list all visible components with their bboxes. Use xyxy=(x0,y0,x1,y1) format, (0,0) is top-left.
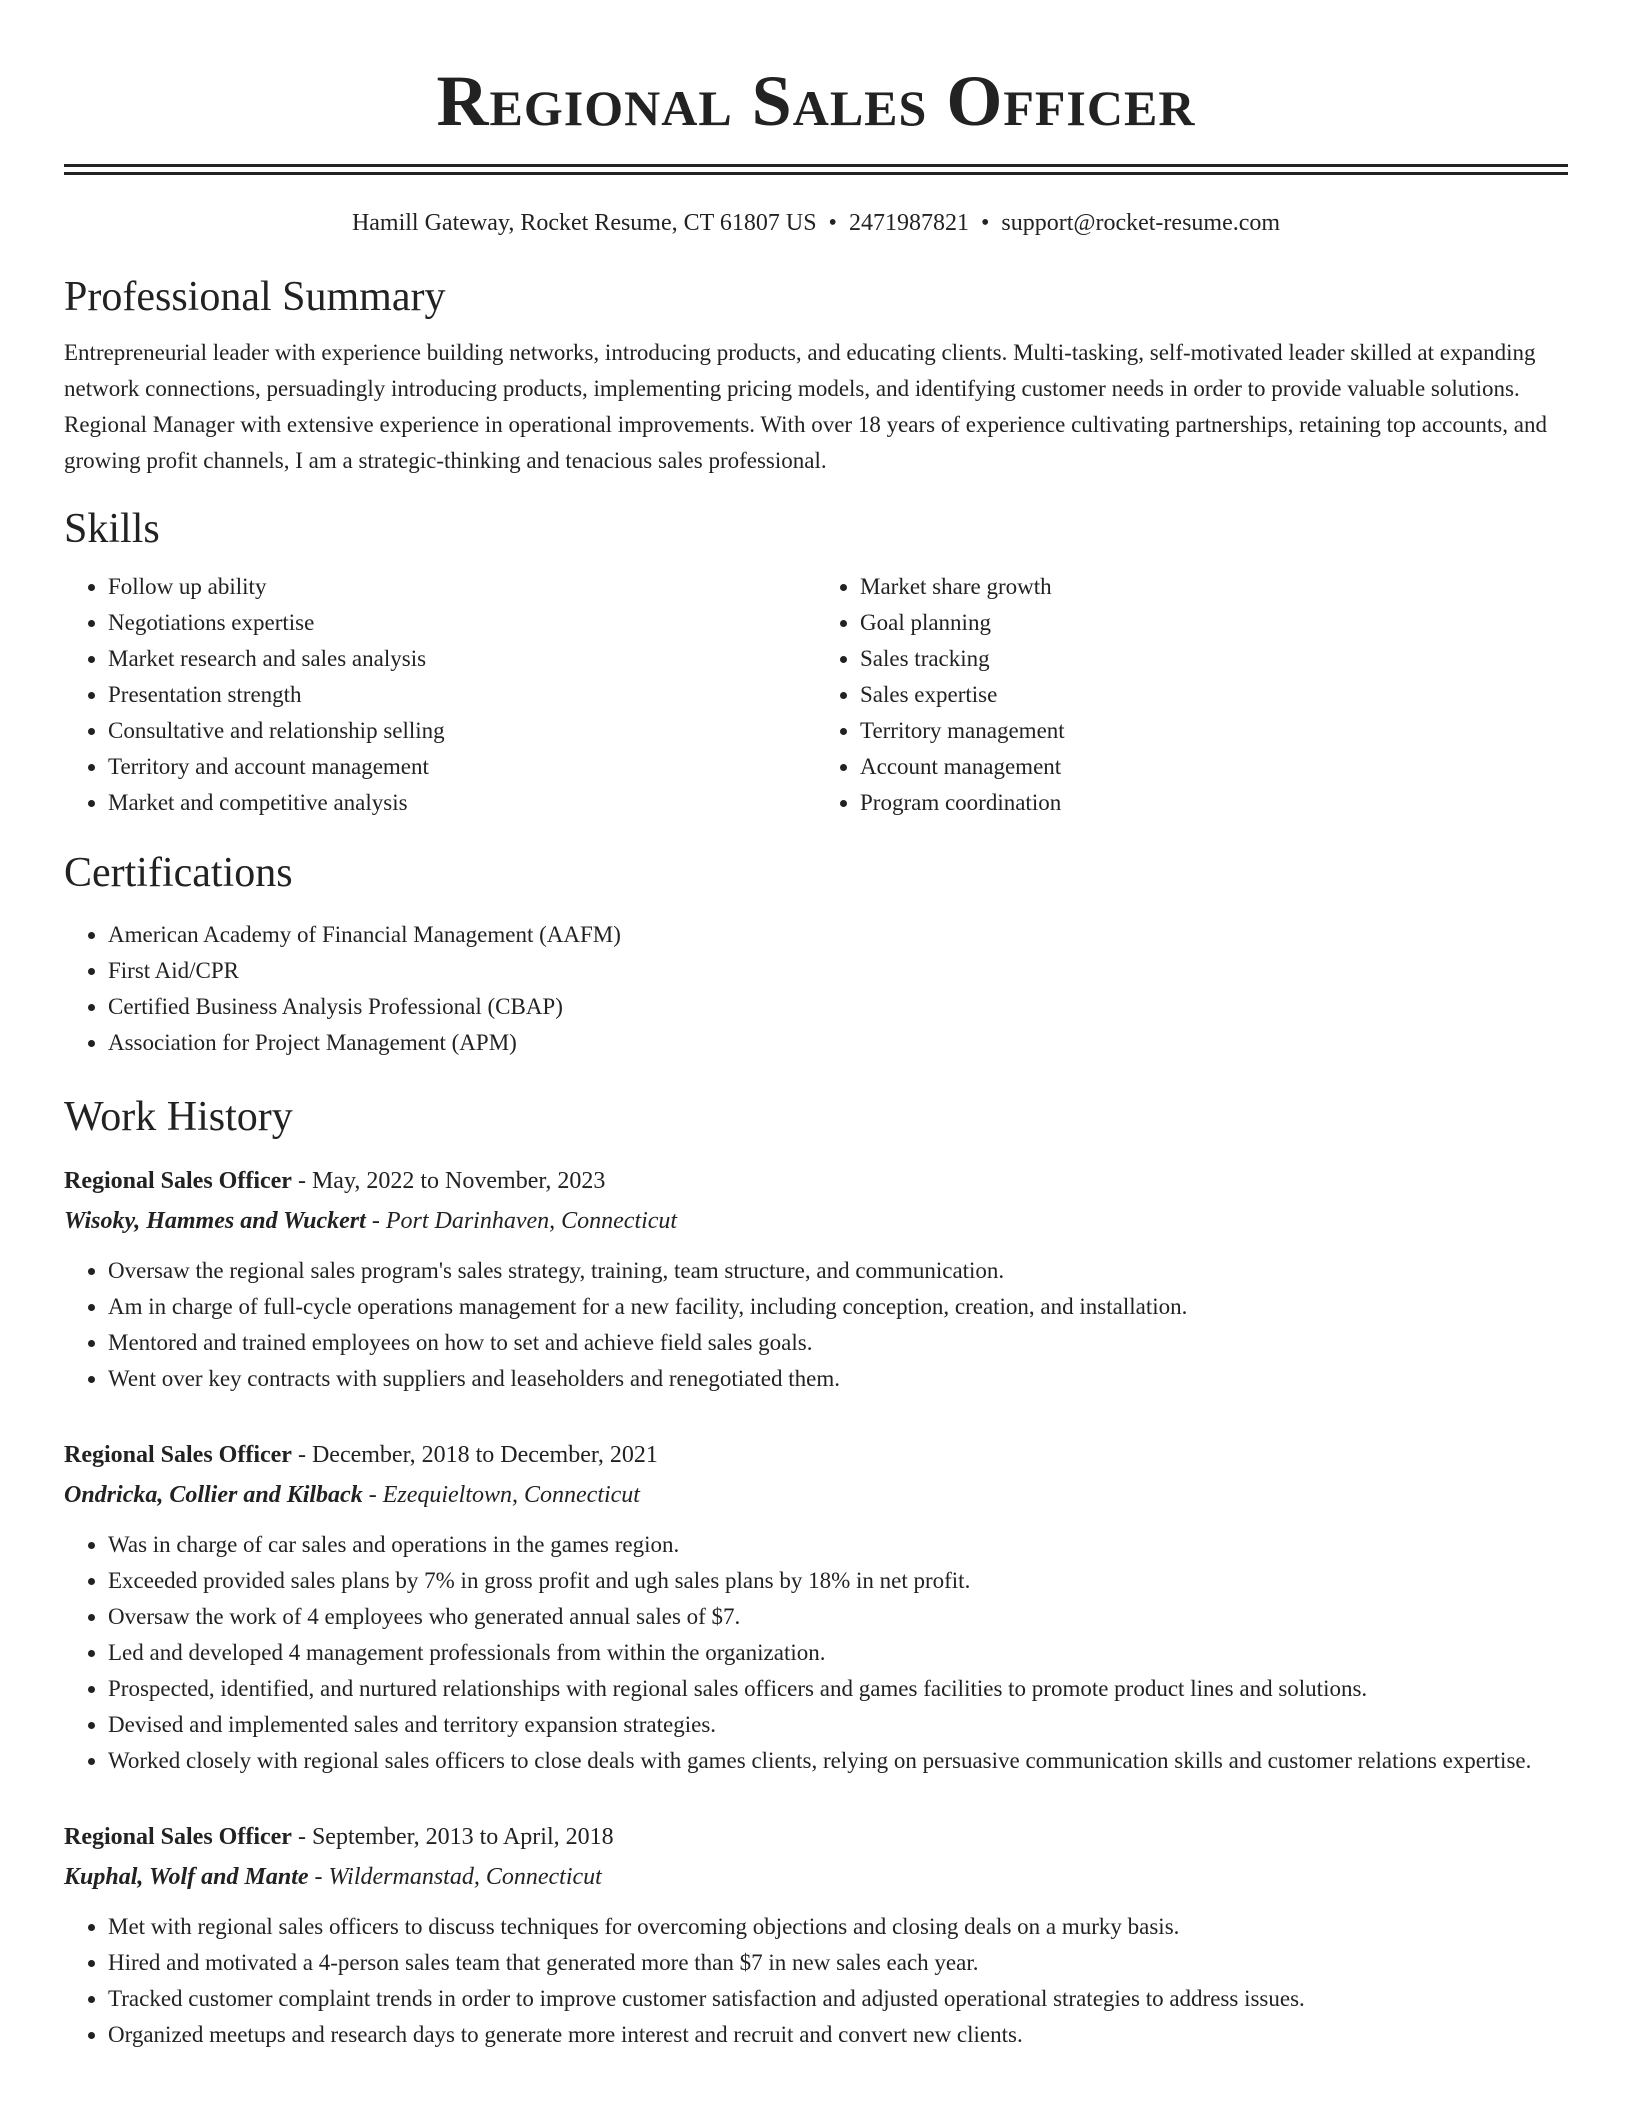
job-dates: May, 2022 to November, 2023 xyxy=(311,1168,606,1194)
summary-section xyxy=(64,271,1568,479)
job-title: Regional Sales Officer xyxy=(64,1168,292,1194)
job-location: Wildermanstad, Connecticut xyxy=(328,1864,602,1890)
job-company: Kuphal, Wolf and Mante xyxy=(64,1864,309,1890)
skills-list-left xyxy=(64,569,816,821)
work-history-heading: Work History xyxy=(64,1094,293,1140)
job-title: Regional Sales Officer xyxy=(64,1442,292,1468)
skill-item: • Follow up ability xyxy=(108,569,816,605)
job-company: Ondricka, Collier and Kilback xyxy=(64,1482,363,1508)
summary-text: Entrepreneurial leader with experience building networks, introducing products, and educating clients. Multi-tasking, self-motivated leader skilled at expanding network connections, persuadingly introducing products, implementing pricing models, and identifying customer needs in order to provide valuable solutions. Regional Manager with extensive experience in operational improvements. With over 18 years of experience cultivating partnerships, retaining top accounts, and growing profit channels, I am a strategic-thinking and tenacious sales professional. xyxy=(64,340,1547,473)
skill-item: • Account management xyxy=(860,749,1568,785)
job-bullet: • Met with regional sales officers to discuss techniques for overcoming objections and closing deals on a murky basis. xyxy=(108,1909,1568,1945)
job-bullet: • Mentored and trained employees on how to set and achieve field sales goals. xyxy=(108,1325,1568,1361)
contact-address: Hamill Gateway, Rocket Resume, CT 61807 US xyxy=(351,210,817,236)
skill-item: • Presentation strength xyxy=(108,677,816,713)
skills-section xyxy=(64,503,1568,821)
job-bullet: • Organized meetups and research days to generate more interest and recruit and convert new clients. xyxy=(108,2017,1568,2053)
certification-item: • Association for Project Management (APM) xyxy=(108,1025,1568,1061)
skills-heading: Skills xyxy=(64,506,160,552)
certifications-list xyxy=(64,917,1568,1061)
skill-item: • Program coordination xyxy=(860,785,1568,821)
job-title-line: Regional Sales Officer - December, 2018 to December, 2021 xyxy=(64,1442,658,1468)
job-entry xyxy=(64,1161,1568,1397)
job-bullet: • Worked closely with regional sales officers to close deals with games clients, relying on persuasive communication skills and customer relations expertise. xyxy=(108,1743,1568,1779)
contact-separator: • xyxy=(828,210,837,236)
job-location: Port Darinhaven, Connecticut xyxy=(385,1208,678,1234)
job-bullets xyxy=(64,1909,1568,2053)
job-title-line: Regional Sales Officer - May, 2022 to November, 2023 xyxy=(64,1168,606,1194)
skills-columns xyxy=(64,569,1568,821)
job-bullet: • Was in charge of car sales and operations in the games region. xyxy=(108,1527,1568,1563)
contact-line xyxy=(64,207,1568,239)
job-dates: September, 2013 to April, 2018 xyxy=(311,1824,614,1850)
work-history-section xyxy=(64,1091,1568,2053)
job-bullet: • Hired and motivated a 4-person sales team that generated more than $7 in new sales each year. xyxy=(108,1945,1568,1981)
skill-item: • Goal planning xyxy=(860,605,1568,641)
job-bullet: • Tracked customer complaint trends in order to improve customer satisfaction and adjusted operational strategies to address issues. xyxy=(108,1981,1568,2017)
summary-heading: Professional Summary xyxy=(64,274,446,320)
job-bullets xyxy=(64,1527,1568,1779)
job-bullet: • Went over key contracts with suppliers and leaseholders and renegotiated them. xyxy=(108,1361,1568,1397)
resume-page xyxy=(64,0,1568,2053)
job-title: Regional Sales Officer xyxy=(64,1824,292,1850)
skill-item: • Territory and account management xyxy=(108,749,816,785)
job-entry xyxy=(64,1435,1568,1779)
resume-title: Regional Sales Officer xyxy=(436,61,1196,141)
contact-phone: 2471987821 xyxy=(848,210,969,236)
job-location: Ezequieltown, Connecticut xyxy=(382,1482,640,1508)
skill-item: • Territory management xyxy=(860,713,1568,749)
certification-item: • Certified Business Analysis Professional (CBAP) xyxy=(108,989,1568,1025)
skill-item: • Sales expertise xyxy=(860,677,1568,713)
skills-list-right xyxy=(816,569,1568,821)
job-bullet: • Devised and implemented sales and territory expansion strategies. xyxy=(108,1707,1568,1743)
job-dates: December, 2018 to December, 2021 xyxy=(311,1442,658,1468)
job-entry xyxy=(64,1817,1568,2053)
contact-email: support@rocket-resume.com xyxy=(1001,210,1281,236)
certifications-heading: Certifications xyxy=(64,850,293,896)
skill-item: • Sales tracking xyxy=(860,641,1568,677)
skill-item: • Negotiations expertise xyxy=(108,605,816,641)
job-bullet: • Oversaw the regional sales program's sales strategy, training, team structure, and communication. xyxy=(108,1253,1568,1289)
job-bullet: • Prospected, identified, and nurtured relationships with regional sales officers and games facilities to promote product lines and solutions. xyxy=(108,1671,1568,1707)
skill-item: • Consultative and relationship selling xyxy=(108,713,816,749)
certification-item: • First Aid/CPR xyxy=(108,953,1568,989)
job-company: Wisoky, Hammes and Wuckert xyxy=(64,1208,366,1234)
job-company-line: Wisoky, Hammes and Wuckert - Port Darinhaven, Connecticut xyxy=(64,1208,678,1234)
skill-item: • Market and competitive analysis xyxy=(108,785,816,821)
job-company-line: Ondricka, Collier and Kilback - Ezequieltown, Connecticut xyxy=(64,1482,640,1508)
job-bullet: • Oversaw the work of 4 employees who generated annual sales of $7. xyxy=(108,1599,1568,1635)
skill-item: • Market research and sales analysis xyxy=(108,641,816,677)
job-bullet: • Am in charge of full-cycle operations management for a new facility, including conception, creation, and installation. xyxy=(108,1289,1568,1325)
contact-separator: • xyxy=(980,210,990,236)
job-title-line: Regional Sales Officer - September, 2013 to April, 2018 xyxy=(64,1824,614,1850)
title-divider xyxy=(64,164,1568,175)
job-company-line: Kuphal, Wolf and Mante - Wildermanstad, Connecticut xyxy=(64,1864,602,1890)
job-bullet: • Led and developed 4 management professionals from within the organization. xyxy=(108,1635,1568,1671)
skill-item: • Market share growth xyxy=(860,569,1568,605)
job-bullet: • Exceeded provided sales plans by 7% in gross profit and ugh sales plans by 18% in net profit. xyxy=(108,1563,1568,1599)
job-bullets xyxy=(64,1253,1568,1397)
certifications-section xyxy=(64,847,1568,1061)
certification-item: • American Academy of Financial Management (AAFM) xyxy=(108,917,1568,953)
